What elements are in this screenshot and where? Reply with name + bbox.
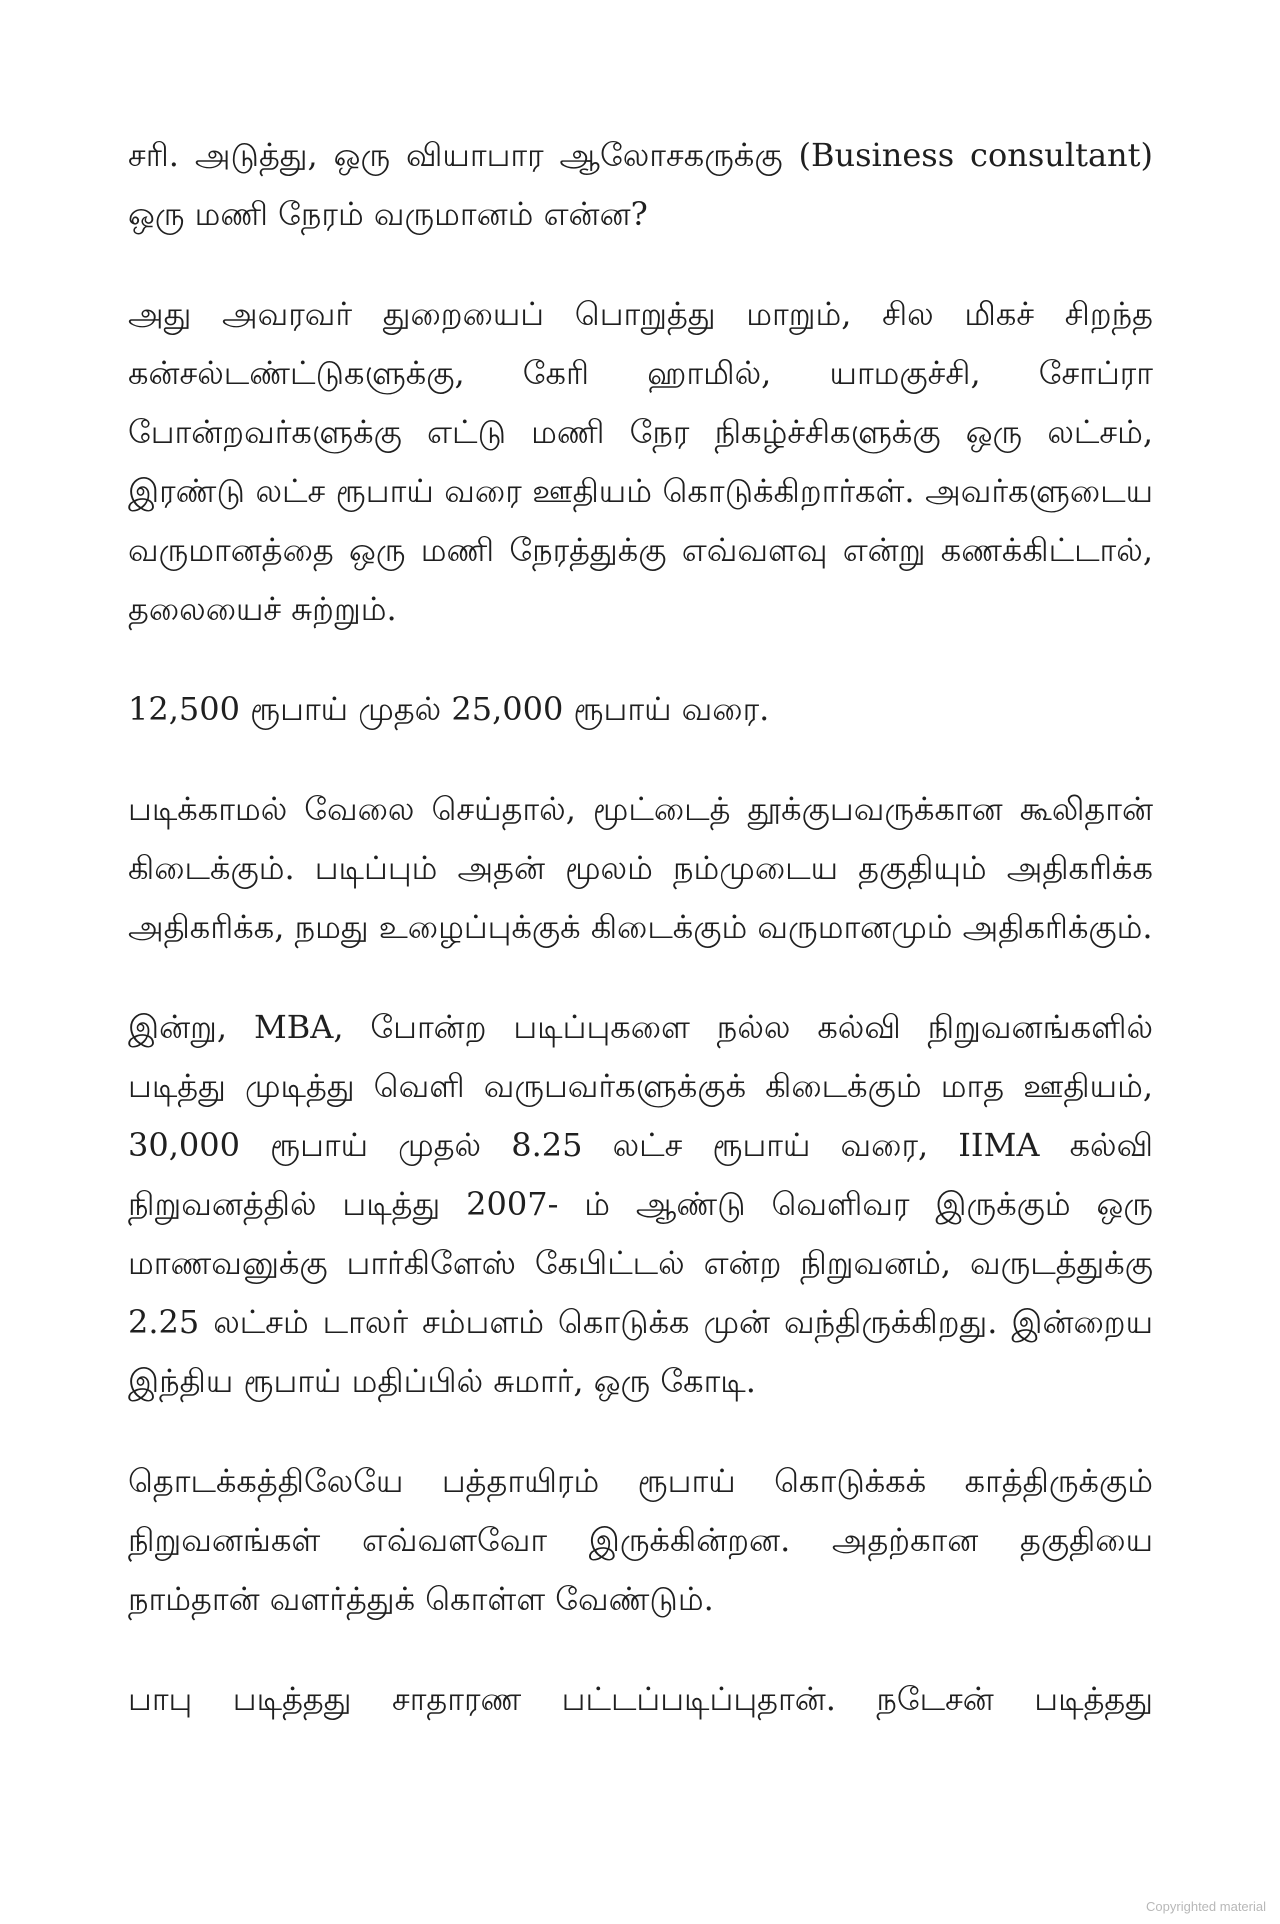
page-body-text — [128, 126, 1153, 1729]
paragraph: அது அவரவர் துறையைப் பொறுத்து மாறும், சில மிகச் சிறந்த கன்சல்டண்ட்டுகளுக்கு, கேரி ஹாமில், யாமகுச்சி, சோப்ரா போன்றவர்களுக்கு எட்டு மணி நேர நிகழ்ச்சிகளுக்கு ஒரு லட்சம், இரண்டு லட்ச ரூபாய் வரை ஊதியம் கொடுக்கிறார்கள். அவர்களுடைய வருமானத்தை ஒரு மணி நேரத்துக்கு எவ்வளவு என்று கணக்கிட்டால், தலையைச் சுற்றும். — [128, 295, 1153, 628]
paragraph: படிக்காமல் வேலை செய்தால், மூட்டைத் தூக்குபவருக்கான கூலிதான் கிடைக்கும். படிப்பும் அதன் மூலம் நம்முடைய தகுதியும் அதிகரிக்க அதிகரிக்க, நமது உழைப்புக்குக் கிடைக்கும் வருமானமும் அதிகரிக்கும். — [128, 790, 1153, 946]
paragraph: தொடக்கத்திலேயே பத்தாயிரம் ரூபாய் கொடுக்கக் காத்திருக்கும் நிறுவனங்கள் எவ்வளவோ இருக்கின்றன. அதற்கான தகுதியை நாம்தான் வளர்த்துக் கொள்ள வேண்டும். — [128, 1462, 1153, 1618]
paragraph: 12,500 ரூபாய் முதல் 25,000 ரூபாய் வரை. — [128, 690, 770, 728]
copyright-notice: Copyrighted material — [1146, 1899, 1266, 1914]
paragraph: பாபு படித்தது சாதாரண பட்டப்படிப்புதான். நடேசன் படித்தது — [128, 1680, 1153, 1718]
paragraph: இன்று, MBA, போன்ற படிப்புகளை நல்ல கல்வி நிறுவனங்களில் படித்து முடித்து வெளி வருபவர்களுக்குக் கிடைக்கும் மாத ஊதியம், 30,000 ரூபாய் முதல் 8.25 லட்ச ரூபாய் வரை, IIMA கல்வி நிறுவனத்தில் படித்து 2007- ம் ஆண்டு வெளிவர இருக்கும் ஒரு மாணவனுக்கு பார்கிளேஸ் கேபிட்டல் என்ற நிறுவனம், வருடத்துக்கு 2.25 லட்சம் டாலர் சம்பளம் கொடுக்க முன் வந்திருக்கிறது. இன்றைய இந்திய ரூபாய் மதிப்பில் சுமார், ஒரு கோடி. — [128, 1008, 1153, 1400]
paragraph: சரி. அடுத்து, ஒரு வியாபார ஆலோசகருக்கு (Business consultant) ஒரு மணி நேரம் வருமானம் என்ன? — [128, 136, 1153, 233]
